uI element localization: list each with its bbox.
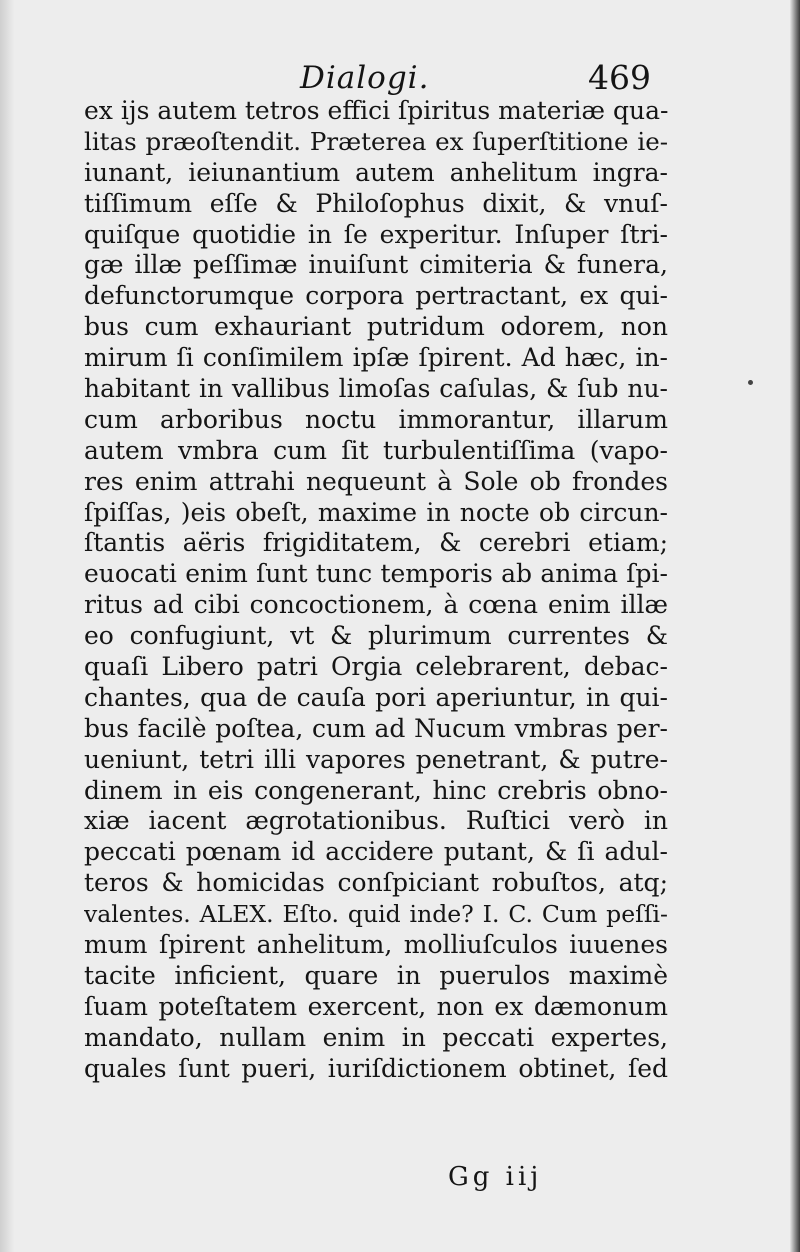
text-line: teros & homicidas conſpiciant robuſtos, atq; <box>84 868 668 898</box>
text-line: xiæ iacent ægrotationibus. Ruſtici verò in <box>84 806 668 836</box>
text-line: quales ſunt pueri, iuriſdictionem obtinet, ſed <box>84 1053 668 1083</box>
text-line: valentes. ALEX. Eſto. quid inde? I. C. Cum peſſi- <box>84 900 668 929</box>
ink-speck <box>748 380 753 385</box>
text-line: euocati enim ſunt tunc temporis ab anima ſpi- <box>84 559 668 589</box>
text-line: habitant in vallibus limoſas caſulas, & ſub nu- <box>84 374 668 404</box>
text-line: chantes, qua de cauſa pori aperiuntur, in qui- <box>84 682 668 712</box>
text-line: ſpiſſas, )eis obeſt, maxime in nocte ob circun- <box>84 497 668 527</box>
text-line: cum arboribus noctu immorantur, illarum <box>84 404 668 434</box>
text-line: iunant, ieiunantium autem anhelitum ingra- <box>84 157 668 187</box>
text-line: ex ijs autem tetros effici ſpiritus materiæ qua- <box>84 96 668 125</box>
text-line: ritus ad cibi concoctionem, à cœna enim illæ <box>84 590 668 620</box>
text-line: autem vmbra cum ſit turbulentiſſima (vapo- <box>84 435 668 465</box>
binding-gutter <box>0 0 14 1252</box>
running-title: Dialogi. <box>300 60 430 96</box>
text-line: mum ſpirent anhelitum, molliuſculos iuuenes <box>84 930 668 960</box>
text-line: quiſque quotidie in ſe experitur. Inſuper ſtri- <box>84 219 668 249</box>
text-line: eo confugiunt, vt & plurimum currentes & <box>84 621 668 651</box>
text-line: quaſi Libero patri Orgia celebrarent, debac- <box>84 652 668 682</box>
body-text <box>84 96 668 1085</box>
text-line: litas præoſtendit. Præterea ex ſuperſtitione ie- <box>84 126 668 156</box>
text-line: tiſſimum eſſe & Philoſophus dixit, & vnuſ- <box>84 188 668 218</box>
text-line: tacite inficient, quare in puerulos maximè <box>84 960 668 990</box>
text-line: bus cum exhauriant putridum odorem, non <box>84 312 668 342</box>
text-line: ſuam poteſtatem exercent, non ex dæmonum <box>84 991 668 1021</box>
text-line: peccati pœnam id accidere putant, & ſi adul- <box>84 837 668 867</box>
text-line: gæ illæ peſſimæ inuiſunt cimiteria & funera, <box>84 250 668 280</box>
signature-mark: Gg iij <box>448 1162 543 1192</box>
text-line: dinem in eis congenerant, hinc crebris obno- <box>84 775 668 805</box>
folio-number: 469 <box>588 58 651 97</box>
text-line: defunctorumque corpora pertractant, ex qui- <box>84 281 668 311</box>
text-line: ſtantis aëris frigiditatem, & cerebri etiam; <box>84 528 668 558</box>
text-line: ueniunt, tetri illi vapores penetrant, & putre- <box>84 744 668 774</box>
text-line: mandato, nullam enim in peccati expertes, <box>84 1022 668 1052</box>
page-footer <box>0 1158 800 1198</box>
text-line: res enim attrahi nequeunt à Sole ob frondes <box>84 466 668 496</box>
text-line: bus facilè poſtea, cum ad Nucum vmbras per- <box>84 713 668 743</box>
page-header <box>0 50 800 100</box>
text-line: mirum ſi conſimilem ipſæ ſpirent. Ad hæc, in- <box>84 343 668 373</box>
page-edge-shadow <box>790 0 800 1252</box>
